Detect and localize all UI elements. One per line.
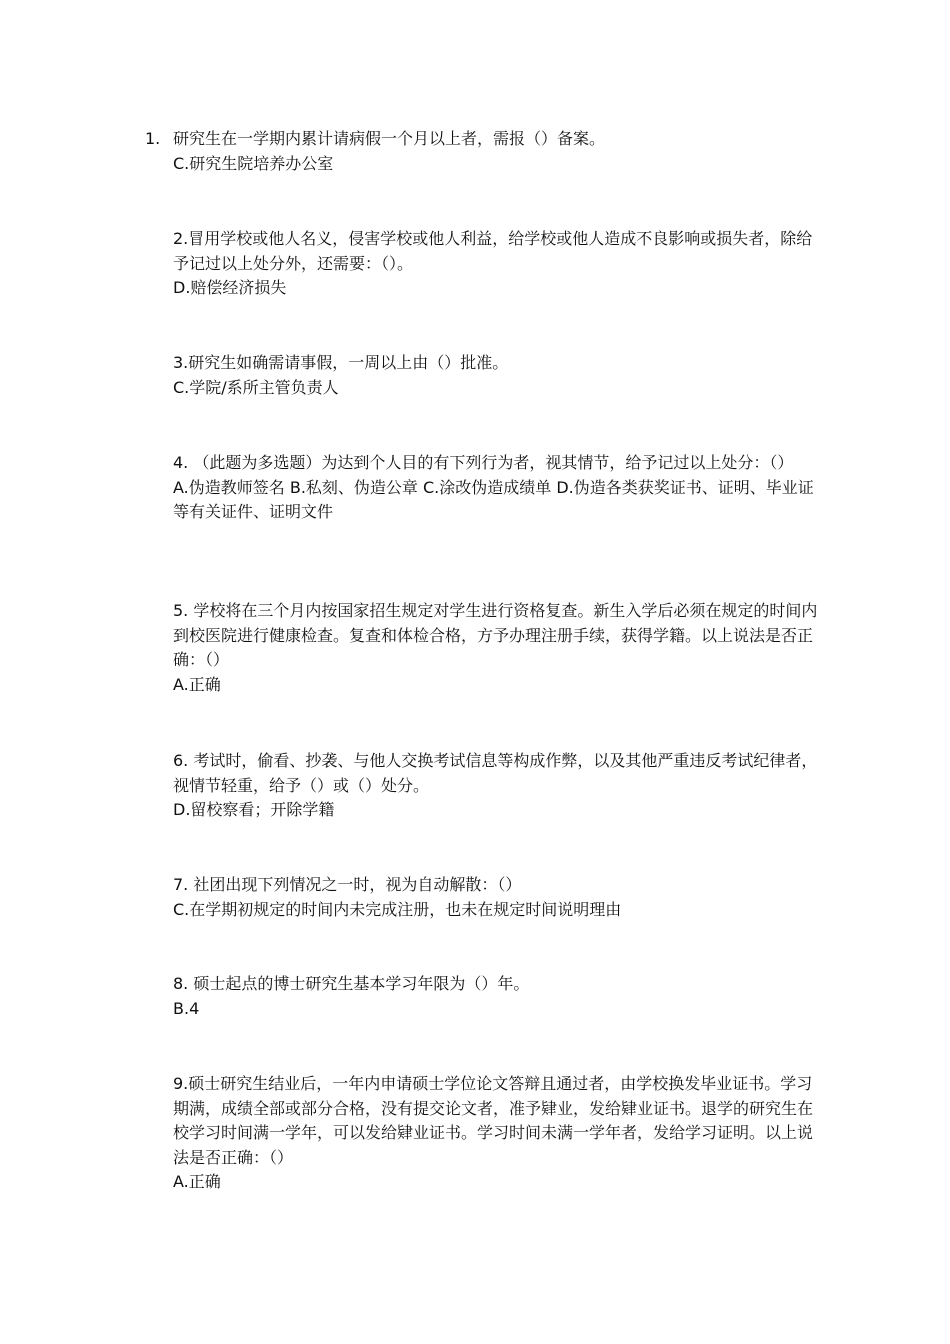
question-8-answer: B.4 (173, 998, 200, 1018)
question-4-text: 4. （此题为多选题）为达到个人目的有下列行为者，视其情节，给予记过以上处分：（） (173, 453, 794, 472)
question-4 (173, 451, 823, 525)
question-1 (173, 127, 823, 176)
question-3-answer: C.学院/系所主管负责人 (173, 377, 339, 397)
question-1-answer: C.研究生院培养办公室 (173, 153, 334, 173)
question-6 (173, 749, 823, 823)
question-3 (173, 351, 823, 400)
question-2 (173, 227, 823, 301)
question-2-answer: D.赔偿经济损失 (173, 278, 287, 297)
question-9-text: 9.硕士研究生结业后，一年内申请硕士学位论文答辩且通过者，由学校换发毕业证书。学习期满，成绩全部或部分合格，没有提交论文者，准予肄业，发给肄业证书。退学的研究生在校学习时间满一学年，可以发给肄业证书。学习时间未满一学年者，发给学习证明。以上说法是否正确：（） (173, 1074, 814, 1167)
question-9-answer: A.正确 (173, 1172, 221, 1191)
question-5-text: 5. 学校将在三个月内按国家招生规定对学生进行资格复查。新生入学后必须在规定的时间内到校医院进行健康检查。复查和体检合格，方予办理注册手续，获得学籍。以上说法是否正确：（） (173, 601, 818, 669)
question-5-answer: A.正确 (173, 674, 221, 694)
question-7-answer: C.在学期初规定的时间内未完成注册，也未在规定时间说明理由 (173, 899, 622, 919)
question-7 (173, 873, 823, 922)
question-1-number: 1. (145, 129, 161, 148)
question-4-answer: A.伪造教师签名 B.私刻、伪造公章 C.涂改伪造成绩单 D.伪造各类获奖证书、证明、毕业证等有关证件、证明文件 (173, 477, 814, 521)
question-9 (173, 1072, 823, 1195)
question-6-answer: D.留校察看；开除学籍 (173, 800, 335, 819)
question-8 (173, 972, 823, 1021)
question-8-text: 8. 硕士起点的博士研究生基本学习年限为（）年。 (173, 974, 530, 993)
question-7-text: 7. 社团出现下列情况之一时，视为自动解散：（） (173, 875, 522, 894)
question-3-text: 3.研究生如确需请事假，一周以上由（）批准。 (173, 353, 509, 372)
question-6-text: 6. 考试时，偷看、抄袭、与他人交换考试信息等构成作弊，以及其他严重违反考试纪律者，视情节轻重，给予（）或（）处分。 (173, 751, 818, 795)
question-1-text: 研究生在一学期内累计请病假一个月以上者，需报（）备案。 (173, 129, 606, 148)
question-2-text: 2.冒用学校或他人名义，侵害学校或他人利益，给学校或他人造成不良影响或损失者，除给予记过以上处分外，还需要：（）。 (173, 229, 813, 273)
question-5 (173, 599, 823, 697)
